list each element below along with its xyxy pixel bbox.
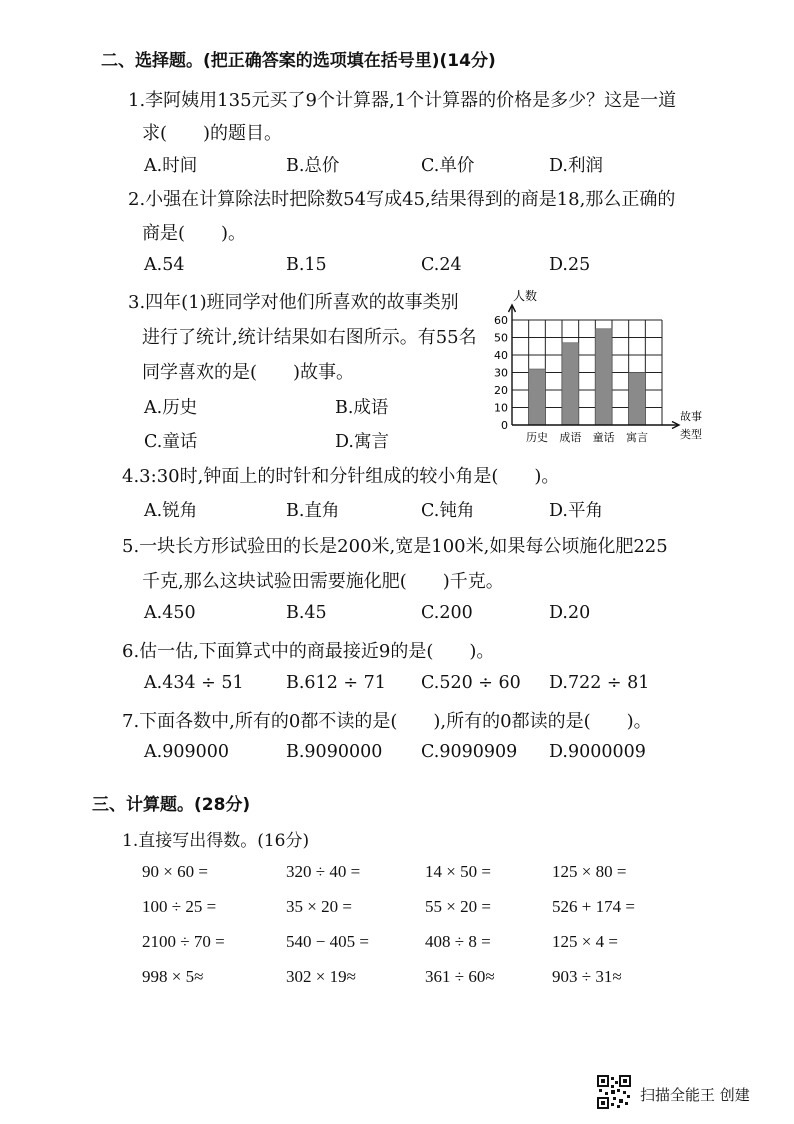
q3-option-a: A.历史 [144, 398, 198, 418]
q3-option-c: C.童话 [144, 432, 198, 452]
calc-r1-c2: 320 ÷ 40 = [286, 862, 361, 881]
q6-option-b: B.612 ÷ 71 [286, 673, 386, 693]
calc-r3-c1: 2100 ÷ 70 = [142, 932, 225, 951]
y-tick-label: 50 [494, 331, 508, 345]
q4-line1: 4.3:30时,钟面上的时针和分针组成的较小角是( )。 [122, 466, 560, 487]
y-tick-label: 30 [494, 366, 508, 380]
q7-option-a: A.909000 [144, 742, 230, 762]
x-tick-label: 成语 [559, 431, 582, 444]
q5-option-d: D.20 [549, 603, 591, 623]
q5-line1: 5.一块长方形试验田的长是200米,宽是100米,如果每公顷施化肥225 [122, 536, 668, 557]
q7-option-b: B.9090000 [286, 742, 383, 762]
y-tick-label: 10 [494, 401, 508, 415]
q4-option-a: A.锐角 [144, 501, 198, 521]
q3-option-d: D.寓言 [335, 432, 389, 452]
calc-r4-c2: 302 × 19≈ [286, 967, 356, 986]
section-3-sub1: 1.直接写出得数。(16分) [122, 831, 310, 851]
q4-option-c: C.钝角 [421, 501, 475, 521]
q3-line2: 进行了统计,统计结果如右图所示。有55名 [142, 327, 477, 348]
calc-r4-c4: 903 ÷ 31≈ [552, 967, 622, 986]
q1-option-d: D.利润 [549, 156, 603, 176]
story-type-bar-chart [484, 288, 724, 448]
q1-option-a: A.时间 [144, 156, 198, 176]
q3-option-b: B.成语 [335, 398, 389, 418]
q7-line1: 7.下面各数中,所有的0都不读的是( ),所有的0都读的是( )。 [122, 711, 652, 732]
calc-r3-c4: 125 × 4 = [552, 932, 618, 951]
q6-line1: 6.估一估,下面算式中的商最接近9的是( )。 [122, 641, 495, 662]
q7-option-c: C.9090909 [421, 742, 518, 762]
x-tick-label: 童话 [592, 431, 615, 444]
q1-line1: 1.李阿姨用135元买了9个计算器,1个计算器的价格是多少？这是一道 [128, 90, 677, 111]
q4-option-d: D.平角 [549, 501, 603, 521]
q4-option-b: B.直角 [286, 501, 340, 521]
calc-r2-c1: 100 ÷ 25 = [142, 897, 217, 916]
q5-option-a: A.450 [144, 603, 196, 623]
chart-y-axis-label: 人数 [513, 289, 538, 303]
calc-r4-c3: 361 ÷ 60≈ [425, 967, 495, 986]
q2-option-d: D.25 [549, 255, 591, 275]
y-tick-label: 0 [501, 419, 508, 432]
bar-成语 [562, 343, 579, 425]
calc-r2-c2: 35 × 20 = [286, 897, 352, 916]
calc-r2-c4: 526 + 174 = [552, 897, 635, 916]
chart-axes [494, 305, 679, 444]
bar-童话 [595, 329, 612, 425]
q5-option-c: C.200 [421, 603, 473, 623]
q2-option-b: B.15 [286, 255, 327, 275]
bar-寓言 [629, 373, 646, 426]
q2-line2: 商是( )。 [142, 223, 247, 244]
q5-line2: 千克,那么这块试验田需要施化肥( )千克。 [142, 571, 504, 592]
q3-line3: 同学喜欢的是( )故事。 [142, 362, 355, 383]
q6-option-a: A.434 ÷ 51 [144, 673, 244, 693]
calc-r1-c1: 90 × 60 = [142, 862, 208, 881]
q6-option-d: D.722 ÷ 81 [549, 673, 650, 693]
q1-option-b: B.总价 [286, 156, 340, 176]
section-2-title: 二、选择题。(把正确答案的选项填在括号里)(14分) [101, 51, 496, 71]
bar-历史 [529, 369, 546, 425]
calc-r1-c4: 125 × 80 = [552, 862, 627, 881]
q2-line1: 2.小强在计算除法时把除数54写成45,结果得到的商是18,那么正确的 [128, 189, 676, 210]
chart-bars [529, 329, 646, 425]
y-tick-label: 60 [494, 314, 508, 327]
calc-r3-c2: 540 − 405 = [286, 932, 369, 951]
x-tick-label: 寓言 [626, 431, 648, 444]
q3-line1: 3.四年(1)班同学对他们所喜欢的故事类别 [128, 292, 459, 313]
y-tick-label: 20 [494, 384, 508, 397]
calc-r2-c3: 55 × 20 = [425, 897, 491, 916]
calc-r3-c3: 408 ÷ 8 = [425, 932, 491, 951]
chart-x-axis-label: 故事 [680, 410, 702, 423]
chart-x-axis-label-line2: 类型 [680, 428, 702, 441]
calc-r4-c1: 998 × 5≈ [142, 967, 204, 986]
calc-r1-c3: 14 × 50 = [425, 862, 491, 881]
q2-option-a: A.54 [144, 255, 185, 275]
y-tick-label: 40 [494, 349, 508, 362]
q1-option-c: C.单价 [421, 156, 475, 176]
q7-option-d: D.9000009 [549, 742, 646, 762]
x-tick-label: 历史 [526, 431, 548, 444]
q5-option-b: B.45 [286, 603, 327, 623]
q1-line2: 求( )的题目。 [142, 123, 283, 144]
section-3-title: 三、计算题。(28分) [92, 795, 251, 815]
q6-option-c: C.520 ÷ 60 [421, 673, 521, 693]
q2-option-c: C.24 [421, 255, 462, 275]
footer-watermark-text: 扫描全能王 创建 [640, 1086, 750, 1104]
qr-code-icon [597, 1075, 631, 1109]
